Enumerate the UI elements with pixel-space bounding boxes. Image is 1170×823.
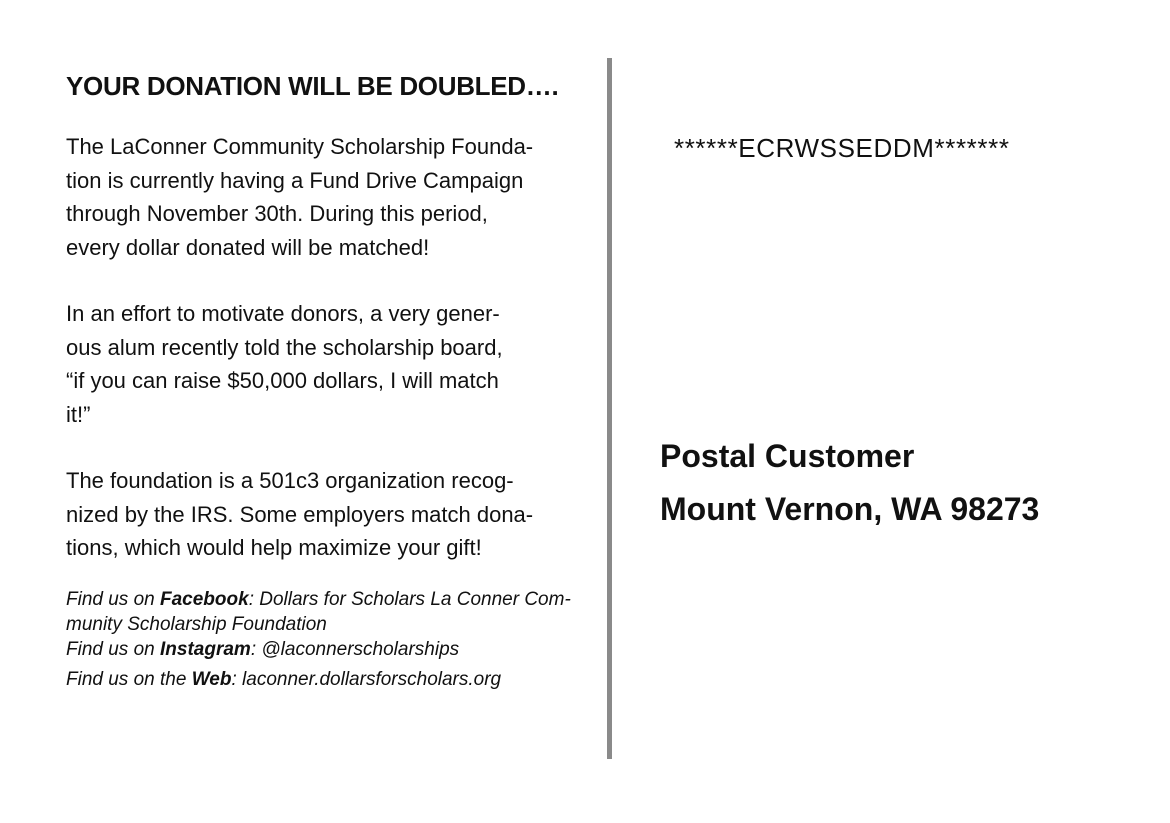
- facebook-text: : Dollars for Scholars La Conner Com-: [248, 588, 571, 610]
- paragraph-line: ous alum recently told the scholarship board,: [66, 334, 503, 360]
- paragraph-line: The foundation is a 501c3 organization recog-: [66, 468, 514, 493]
- paragraph-line: tions, which would help maximize your gift!: [66, 535, 482, 560]
- contact-links: [66, 587, 606, 692]
- paragraph-line: In an effort to motivate donors, a very gener-: [66, 301, 500, 326]
- web-url: : laconner.dollarsforscholars.org: [231, 668, 502, 690]
- facebook-line-continued: munity Scholarship Foundation: [66, 613, 327, 635]
- fund-drive-paragraph: [66, 130, 606, 264]
- address-line-2: Mount Vernon, WA 98273: [660, 491, 1040, 527]
- instagram-label: Instagram: [160, 638, 251, 660]
- paragraph-line: every dollar donated will be matched!: [66, 234, 430, 260]
- paragraph-line: it!”: [66, 401, 91, 427]
- address-panel: [612, 0, 1170, 823]
- paragraph-line: “if you can raise $50,000 dollars, I will match: [66, 368, 499, 393]
- instagram-line: [66, 637, 606, 662]
- paragraph-line: nized by the IRS. Some employers match dona-: [66, 501, 534, 527]
- paragraph-line: through November 30th. During this period,: [66, 201, 488, 226]
- nonprofit-paragraph: [66, 464, 606, 565]
- facebook-prefix: Find us on: [66, 588, 160, 610]
- message-panel: [66, 70, 606, 692]
- matching-donor-paragraph: [66, 297, 606, 431]
- instagram-handle: : @laconnerscholarships: [250, 638, 460, 660]
- facebook-label: Facebook: [160, 588, 249, 610]
- instagram-prefix: Find us on: [66, 638, 160, 660]
- facebook-line: [66, 587, 606, 612]
- web-line: [66, 667, 606, 692]
- mail-code: ******ECRWSSEDDM*******: [674, 133, 1010, 163]
- paragraph-line: The LaConner Community Scholarship Founda-: [66, 134, 534, 159]
- headline: YOUR DONATION WILL BE DOUBLED….: [66, 71, 559, 101]
- web-label: Web: [191, 668, 232, 690]
- web-prefix: Find us on the: [66, 668, 192, 690]
- paragraph-line: tion is currently having a Fund Drive Campaign: [66, 167, 524, 193]
- recipient-address: [660, 430, 1039, 536]
- address-line-1: Postal Customer: [660, 438, 915, 474]
